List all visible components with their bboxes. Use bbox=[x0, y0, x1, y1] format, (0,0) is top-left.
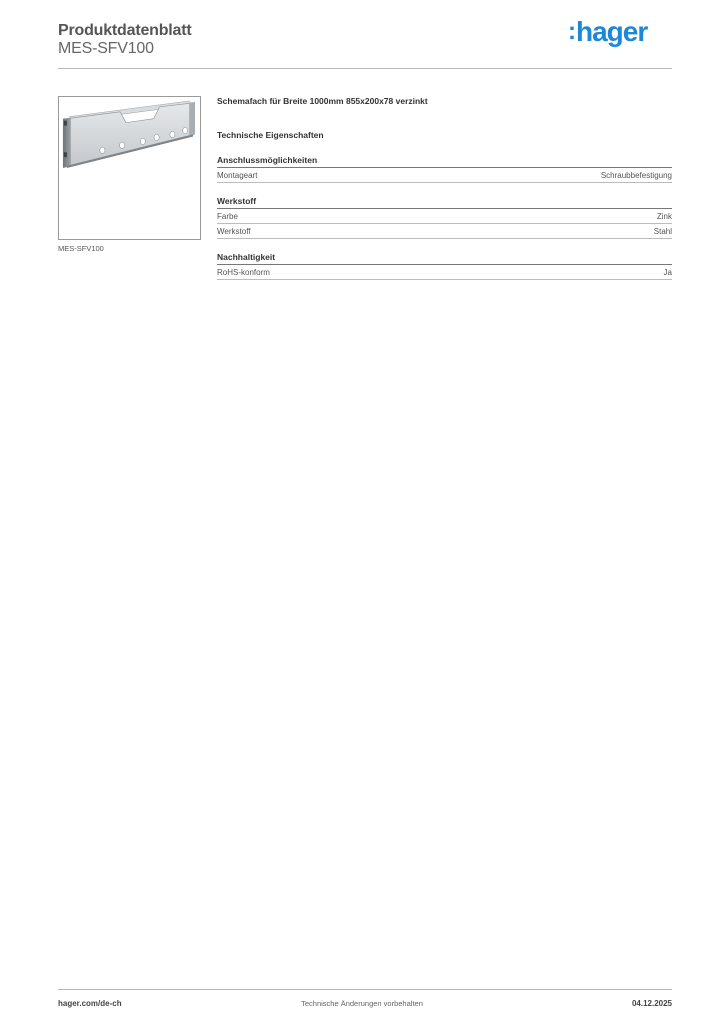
property-row bbox=[217, 224, 672, 239]
footer-date: 04.12.2025 bbox=[631, 999, 672, 1008]
footer-website-link[interactable]: hager.com/de-ch bbox=[58, 999, 122, 1008]
property-value: Ja bbox=[663, 268, 672, 277]
group-title: Anschlussmöglichkeiten bbox=[217, 155, 672, 168]
property-group-connection bbox=[217, 155, 672, 183]
footer-disclaimer: Technische Änderungen vorbehalten bbox=[301, 999, 423, 1008]
property-row bbox=[217, 168, 672, 183]
property-value: Zink bbox=[656, 212, 672, 221]
logo-mark-icon: : bbox=[568, 18, 575, 45]
property-group-sustainability bbox=[217, 252, 672, 280]
logo-text: hager bbox=[576, 16, 648, 47]
product-image bbox=[58, 96, 201, 240]
technical-properties-heading: Technische Eigenschaften bbox=[217, 130, 324, 140]
property-label: Montageart bbox=[217, 171, 258, 180]
property-group-material bbox=[217, 196, 672, 239]
property-value: Schraubbefestigung bbox=[600, 171, 672, 180]
product-details bbox=[217, 96, 672, 280]
product-code-heading: MES-SFV100 bbox=[58, 40, 154, 57]
product-description: Schemafach für Breite 1000mm 855x200x78 verzinkt bbox=[217, 96, 428, 106]
property-label: Farbe bbox=[217, 212, 238, 221]
group-title: Nachhaltigkeit bbox=[217, 252, 672, 265]
property-label: RoHS-konform bbox=[217, 268, 270, 277]
image-caption: MES-SFV100 bbox=[58, 244, 104, 253]
property-row bbox=[217, 265, 672, 280]
property-value: Stahl bbox=[653, 227, 672, 236]
property-label: Werkstoff bbox=[217, 227, 251, 236]
property-row bbox=[217, 209, 672, 224]
header-divider bbox=[58, 68, 672, 69]
hager-logo bbox=[568, 16, 647, 48]
document-title: Produktdatenblatt bbox=[58, 22, 192, 39]
footer-divider bbox=[58, 989, 672, 990]
schematic-tray-image bbox=[59, 97, 200, 239]
group-title: Werkstoff bbox=[217, 196, 672, 209]
